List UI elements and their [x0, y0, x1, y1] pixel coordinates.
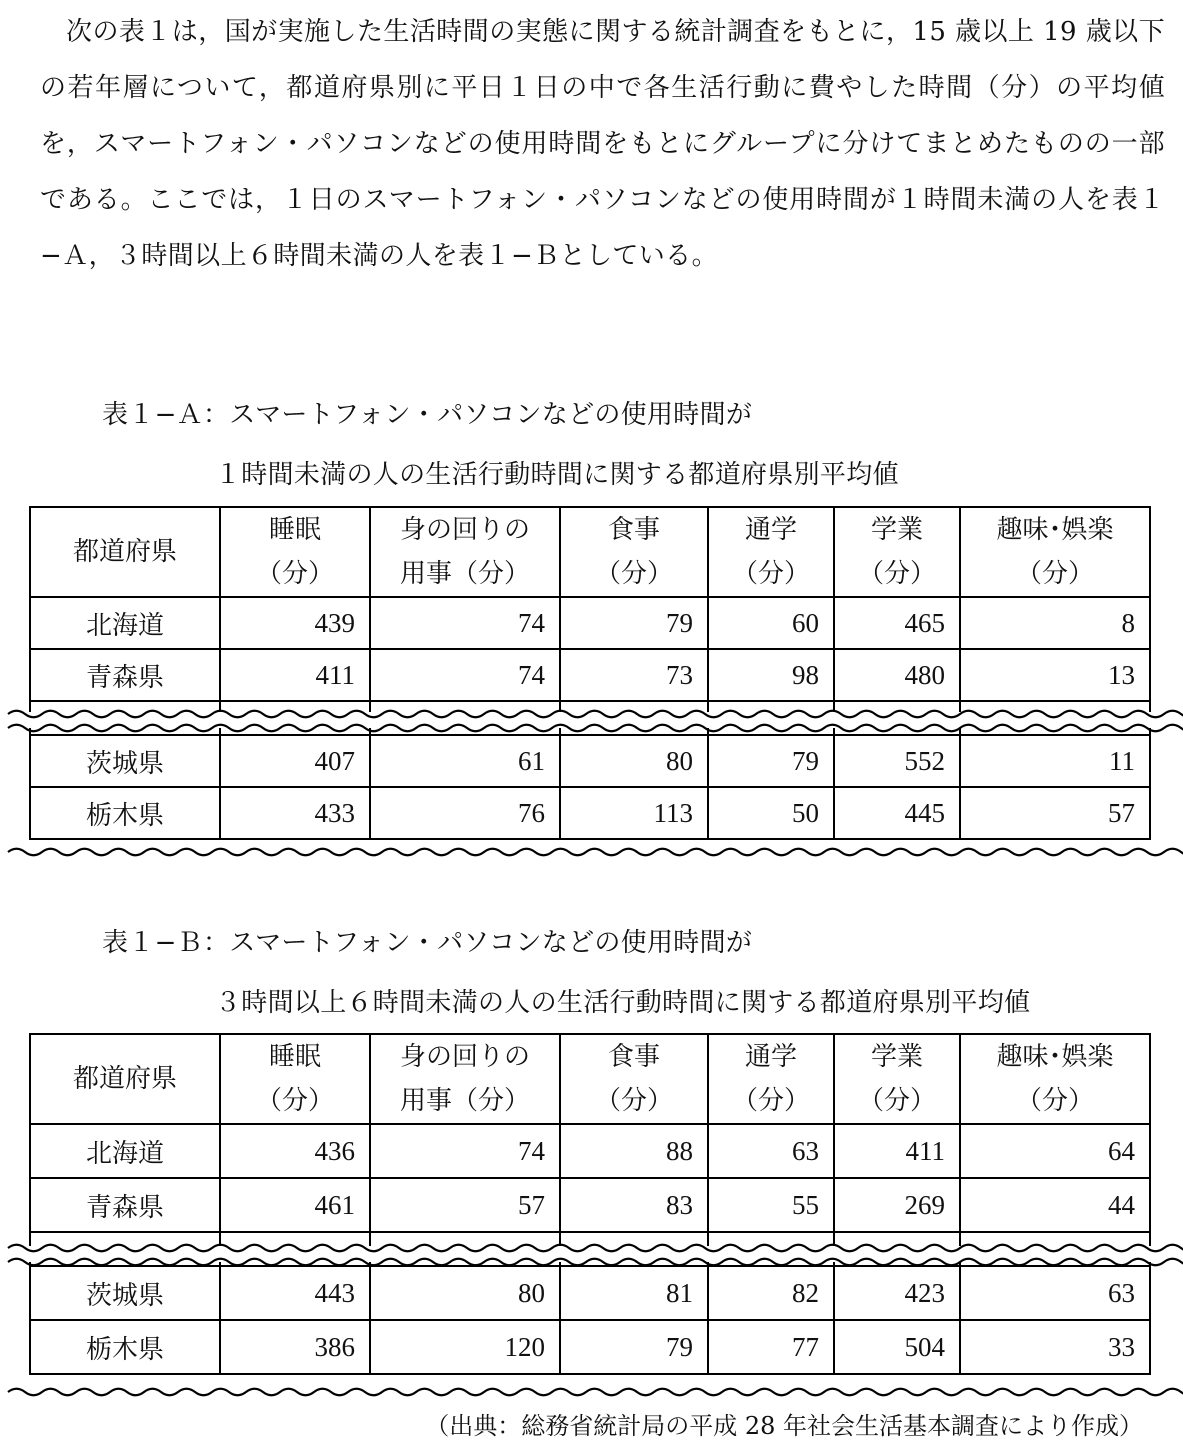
cell-meals: 79 [560, 1320, 708, 1374]
cell-commute: 77 [708, 1320, 834, 1374]
cell-hobbies: 33 [960, 1320, 1150, 1374]
cell-sleep: 461 [220, 1178, 370, 1232]
table-row [30, 597, 1150, 649]
cell-sleep: 436 [220, 1124, 370, 1178]
cell-personal-care: 80 [370, 1266, 560, 1320]
cell-prefecture: 栃木県 [30, 1320, 220, 1374]
cell-hobbies: 11 [960, 735, 1150, 787]
table-b-break-line [0, 1234, 1183, 1282]
cell-personal-care: 76 [370, 787, 560, 839]
cell-prefecture: 茨城県 [30, 1266, 220, 1320]
header-prefecture: 都道府県 [30, 507, 220, 597]
header-hobbies: 趣味･娯楽 （分） [960, 507, 1150, 597]
header-sleep: 睡眠 （分） [220, 507, 370, 597]
table-b-header-row [30, 1034, 1150, 1124]
cell-hobbies: 8 [960, 597, 1150, 649]
cell-hobbies: 64 [960, 1124, 1150, 1178]
cell-personal-care: 57 [370, 1178, 560, 1232]
table-a-break-line [0, 700, 1183, 748]
header-hobbies: 趣味･娯楽 （分） [960, 1034, 1150, 1124]
cell-commute: 55 [708, 1178, 834, 1232]
cell-commute: 79 [708, 735, 834, 787]
intro-paragraph: 次の表１は，国が実施した生活時間の実態に関する統計調査をもとに，15 歳以上 19 歳以下の若年層について，都道府県別に平日１日の中で各生活行動に費やした時間（分）の平均値を，スマートフォン・パソコンなどの使用時間をもとにグループに分けてまとめたものの一部である。ここでは，１日のスマートフォン・パソコンなどの使用時間が１時間未満の人を表１−Ａ，３時間以上６時間未満の人を表１−Ｂとしている。 [40, 17, 1165, 271]
cell-study: 504 [834, 1320, 960, 1374]
header-study: 学業 （分） [834, 507, 960, 597]
cell-hobbies: 63 [960, 1266, 1150, 1320]
cell-personal-care: 120 [370, 1320, 560, 1374]
cell-sleep: 411 [220, 649, 370, 701]
table-b-caption-line2: ３時間以上６時間未満の人の生活行動時間に関する都道府県別平均値 [215, 988, 1031, 1018]
table-row [30, 649, 1150, 701]
header-meals: 食事 （分） [560, 507, 708, 597]
table-a-header-row [30, 507, 1150, 597]
cell-sleep: 407 [220, 735, 370, 787]
cell-study: 465 [834, 597, 960, 649]
cell-meals: 73 [560, 649, 708, 701]
cell-commute: 60 [708, 597, 834, 649]
cell-sleep: 443 [220, 1266, 370, 1320]
header-personal-care: 身の回りの 用事（分） [370, 507, 560, 597]
header-study: 学業 （分） [834, 1034, 960, 1124]
cell-personal-care: 74 [370, 1124, 560, 1178]
cell-study: 423 [834, 1266, 960, 1320]
cell-hobbies: 13 [960, 649, 1150, 701]
cell-prefecture: 栃木県 [30, 787, 220, 839]
table-row [30, 787, 1150, 839]
header-sleep: 睡眠 （分） [220, 1034, 370, 1124]
cell-study: 480 [834, 649, 960, 701]
cell-sleep: 386 [220, 1320, 370, 1374]
table-a-bottom-wave [0, 836, 1183, 866]
cell-commute: 98 [708, 649, 834, 701]
header-prefecture: 都道府県 [30, 1034, 220, 1124]
cell-hobbies: 57 [960, 787, 1150, 839]
header-meals: 食事 （分） [560, 1034, 708, 1124]
table-row [30, 1178, 1150, 1232]
cell-meals: 88 [560, 1124, 708, 1178]
cell-study: 269 [834, 1178, 960, 1232]
cell-meals: 83 [560, 1178, 708, 1232]
cell-meals: 79 [560, 597, 708, 649]
cell-hobbies: 44 [960, 1178, 1150, 1232]
header-commute: 通学 （分） [708, 1034, 834, 1124]
table-b-bottom-wave [0, 1376, 1183, 1406]
cell-sleep: 439 [220, 597, 370, 649]
cell-study: 552 [834, 735, 960, 787]
cell-prefecture: 青森県 [30, 1178, 220, 1232]
table-row [30, 1124, 1150, 1178]
cell-personal-care: 61 [370, 735, 560, 787]
cell-meals: 113 [560, 787, 708, 839]
cell-meals: 81 [560, 1266, 708, 1320]
cell-study: 445 [834, 787, 960, 839]
cell-commute: 63 [708, 1124, 834, 1178]
cell-prefecture: 青森県 [30, 649, 220, 701]
source-note: （出典：総務省統計局の平成 28 年社会生活基本調査により作成） [425, 1412, 1143, 1440]
cell-commute: 82 [708, 1266, 834, 1320]
table-b [29, 1033, 1151, 1375]
cell-prefecture: 北海道 [30, 1124, 220, 1178]
header-commute: 通学 （分） [708, 507, 834, 597]
table-b-caption-line1: 表１−Ｂ：スマートフォン・パソコンなどの使用時間が [102, 928, 753, 958]
table-a-caption-line2: １時間未満の人の生活行動時間に関する都道府県別平均値 [215, 460, 899, 490]
cell-sleep: 433 [220, 787, 370, 839]
table-a [29, 506, 1151, 840]
header-personal-care: 身の回りの 用事（分） [370, 1034, 560, 1124]
cell-study: 411 [834, 1124, 960, 1178]
cell-commute: 50 [708, 787, 834, 839]
table-row [30, 1320, 1150, 1374]
cell-personal-care: 74 [370, 597, 560, 649]
cell-personal-care: 74 [370, 649, 560, 701]
table-a-caption-line1: 表１−Ａ：スマートフォン・パソコンなどの使用時間が [102, 400, 753, 430]
cell-prefecture: 北海道 [30, 597, 220, 649]
cell-meals: 80 [560, 735, 708, 787]
cell-prefecture: 茨城県 [30, 735, 220, 787]
